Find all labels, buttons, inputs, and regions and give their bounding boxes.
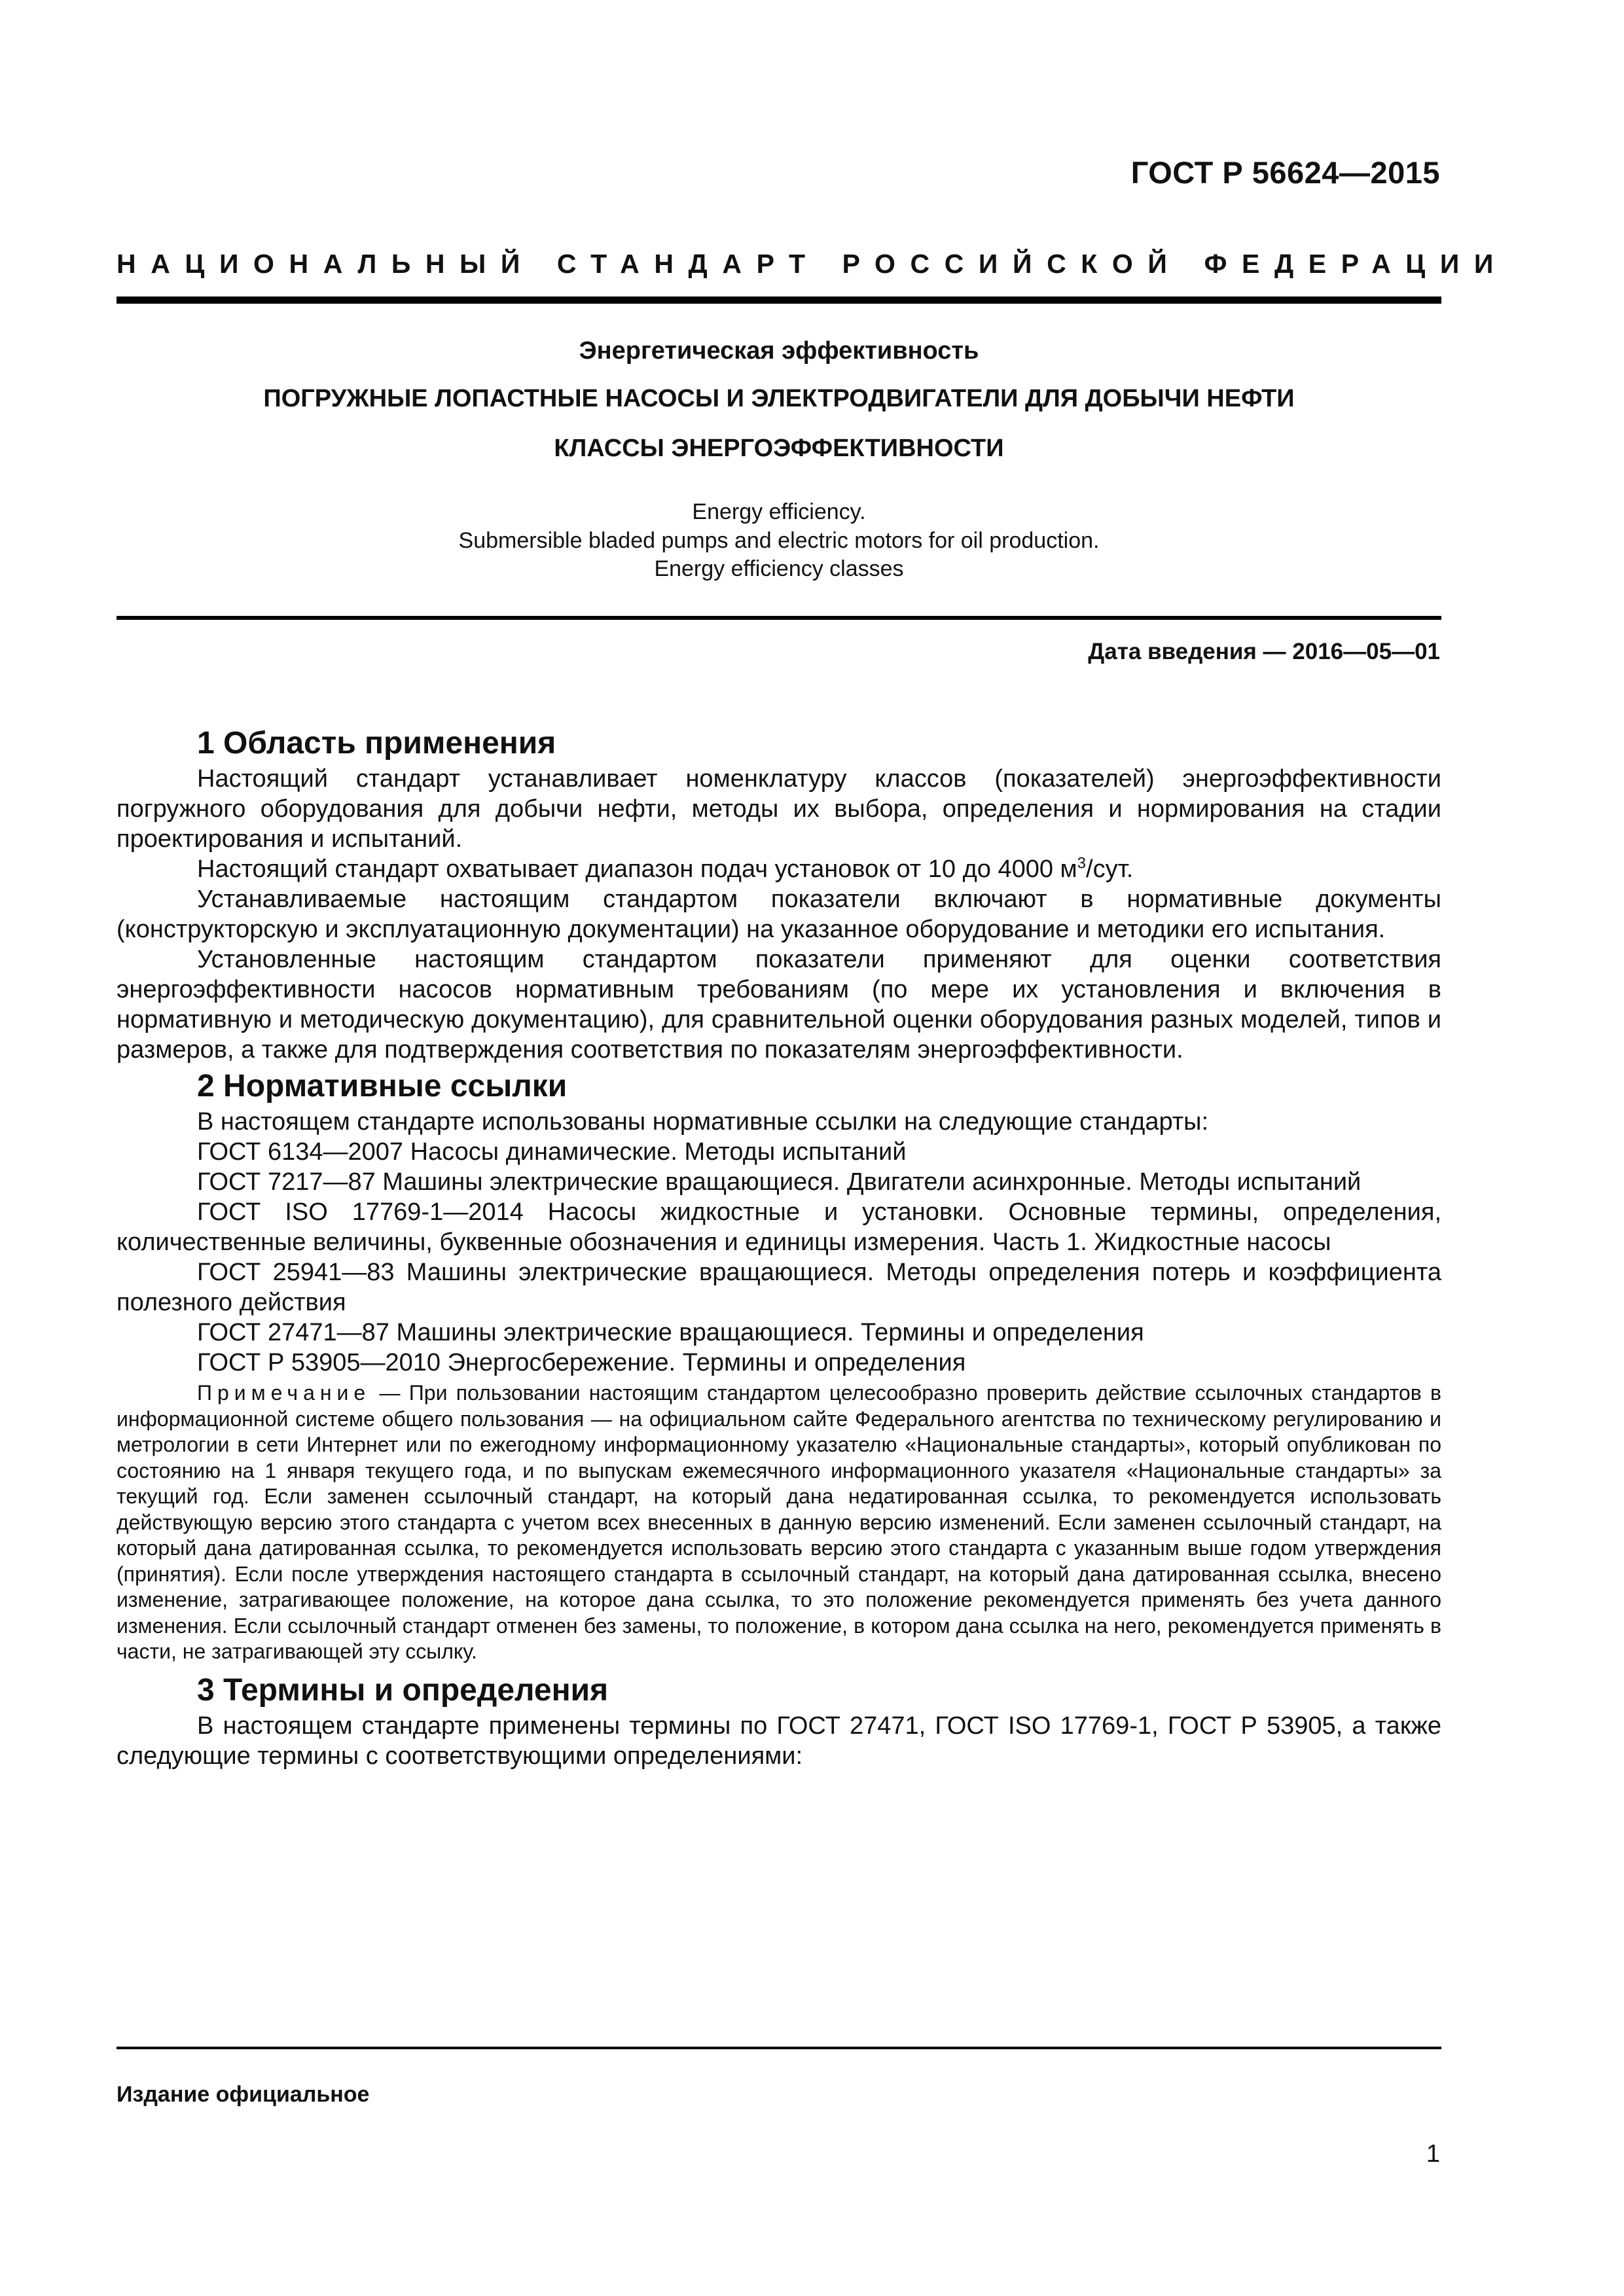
document-title-line2: КЛАССЫ ЭНЕРГОЭФФЕКТИВНОСТИ — [554, 435, 1004, 462]
normative-reference: ГОСТ 25941—83 Машины электрические вращающиеся. Методы определения потерь и коэффициента полезного действия — [117, 1259, 1441, 1316]
note-text: — При пользовании настоящим стандартом целесообразно проверить действие ссылочных стандартов в информационной системе общего пользования — на официальном сайте Федерального агентства по техническому регулированию и метрологии в сети Интернет или по ежегодному информационному указателю «Национальные стандарты», который опубликован по состоянию на 1 января текущего года, и по выпускам ежемесячного информационного указателя «Национальные стандарты» за текущий год. Если заменен ссылочный стандарт, на который дана недатированная ссылка, то рекомендуется использовать действующую версию этого стандарта с учетом всех внесенных в данную версию изменений. Если заменен ссылочный стандарт, на который дана датированная ссылка, то рекомендуется использовать версию этого стандарта с указанным выше годом утверждения (принятия). Если после утверждения настоящего стандарта в ссылочный стандарт, на который дана датированная ссылка, внесено изменение, затрагивающее положение, на которое дана ссылка, то это положение рекомендуется применять без учета данного изменения. Если ссылочный стандарт отменен без замены, то положение, в котором дана ссылка на него, рекомендуется применять в части, не затрагивающей эту ссылку. — [117, 1381, 1441, 1663]
section1-heading: 1 Область применения — [197, 726, 556, 761]
section1-paragraph: Установленные настоящим стандартом показатели применяют для оценки соответствия энергоэффективности насосов нормативным требованиям (по мере их установления и включения в нормативную и методическую документацию), для сравнительной оценки оборудования разных моделей, типов и размеров, а также для подтверждения соответствия по показателям энергоэффективности. — [117, 946, 1441, 1064]
english-title-line3: Energy efficiency classes — [654, 556, 904, 581]
section1-paragraph: Настоящий стандарт устанавливает номенклатуру классов (показателей) энергоэффективности погружного оборудования для добычи нефти, методы их выбора, определения и нормирования на стадии проектирования и испытаний. — [117, 765, 1441, 853]
english-title-line2: Submersible bladed pumps and electric motors for oil production. — [458, 528, 1100, 553]
english-title-line1: Energy efficiency. — [692, 499, 866, 524]
document-title-line1: ПОГРУЖНЫЕ ЛОПАСТНЫЕ НАСОСЫ И ЭЛЕКТРОДВИГАТЕЛИ ДЛЯ ДОБЫЧИ НЕФТИ — [263, 385, 1295, 412]
normative-reference: ГОСТ Р 53905—2010 Энергосбережение. Термины и определения — [197, 1349, 966, 1376]
gost-number: ГОСТ Р 56624—2015 — [1130, 155, 1440, 190]
section3-paragraph: В настоящем стандарте применены термины по ГОСТ 27471, ГОСТ ISO 17769-1, ГОСТ Р 53905, а также следующие термины с соответствующими определениями: — [117, 1712, 1441, 1770]
note-block — [117, 1380, 1441, 1665]
flow-unit-text: /сут. — [1086, 855, 1134, 883]
national-standard-title: НАЦИОНАЛЬНЫЙ СТАНДАРТ РОССИЙСКОЙ ФЕДЕРАЦИИ — [117, 249, 1508, 279]
normative-reference: ГОСТ 6134—2007 Насосы динамические. Методы испытаний — [197, 1138, 907, 1166]
document-body — [117, 723, 1441, 1771]
flow-range-text: Настоящий стандарт охватывает диапазон подач установок от 10 до 4000 м — [197, 855, 1077, 883]
note-label: Примечание — [197, 1381, 371, 1405]
section2-heading: 2 Нормативные ссылки — [197, 1069, 568, 1103]
section3-heading: 3 Термины и определения — [197, 1672, 609, 1708]
section1-paragraph: Устанавливаемые настоящим стандартом показатели включают в нормативные документы (конструкторскую и эксплуатационную документации) на указанное оборудование и методики его испытания. — [117, 886, 1441, 943]
section2-intro: В настоящем стандарте использованы нормативные ссылки на следующие стандарты: — [197, 1108, 1209, 1136]
cubic-superscript: 3 — [1077, 854, 1087, 872]
edition-label: Издание официальное — [117, 2082, 370, 2107]
document-subject: Энергетическая эффективность — [579, 337, 979, 365]
normative-reference: ГОСТ ISO 17769-1—2014 Насосы жидкостные и установки. Основные термины, определения, количественные величины, буквенные обозначения и единицы измерения. Часть 1. Жидкостные насосы — [117, 1198, 1441, 1256]
introduction-date: Дата введения — 2016—05—01 — [1088, 639, 1440, 664]
normative-reference: ГОСТ 27471—87 Машины электрические вращающиеся. Термины и определения — [197, 1319, 1144, 1346]
section1-paragraph — [117, 854, 1441, 884]
normative-reference: ГОСТ 7217—87 Машины электрические вращающиеся. Двигатели асинхронные. Методы испытаний — [197, 1168, 1362, 1196]
top-divider — [117, 296, 1441, 304]
bottom-divider — [117, 2047, 1441, 2049]
page-number: 1 — [1426, 2140, 1440, 2168]
middle-divider — [117, 616, 1441, 620]
